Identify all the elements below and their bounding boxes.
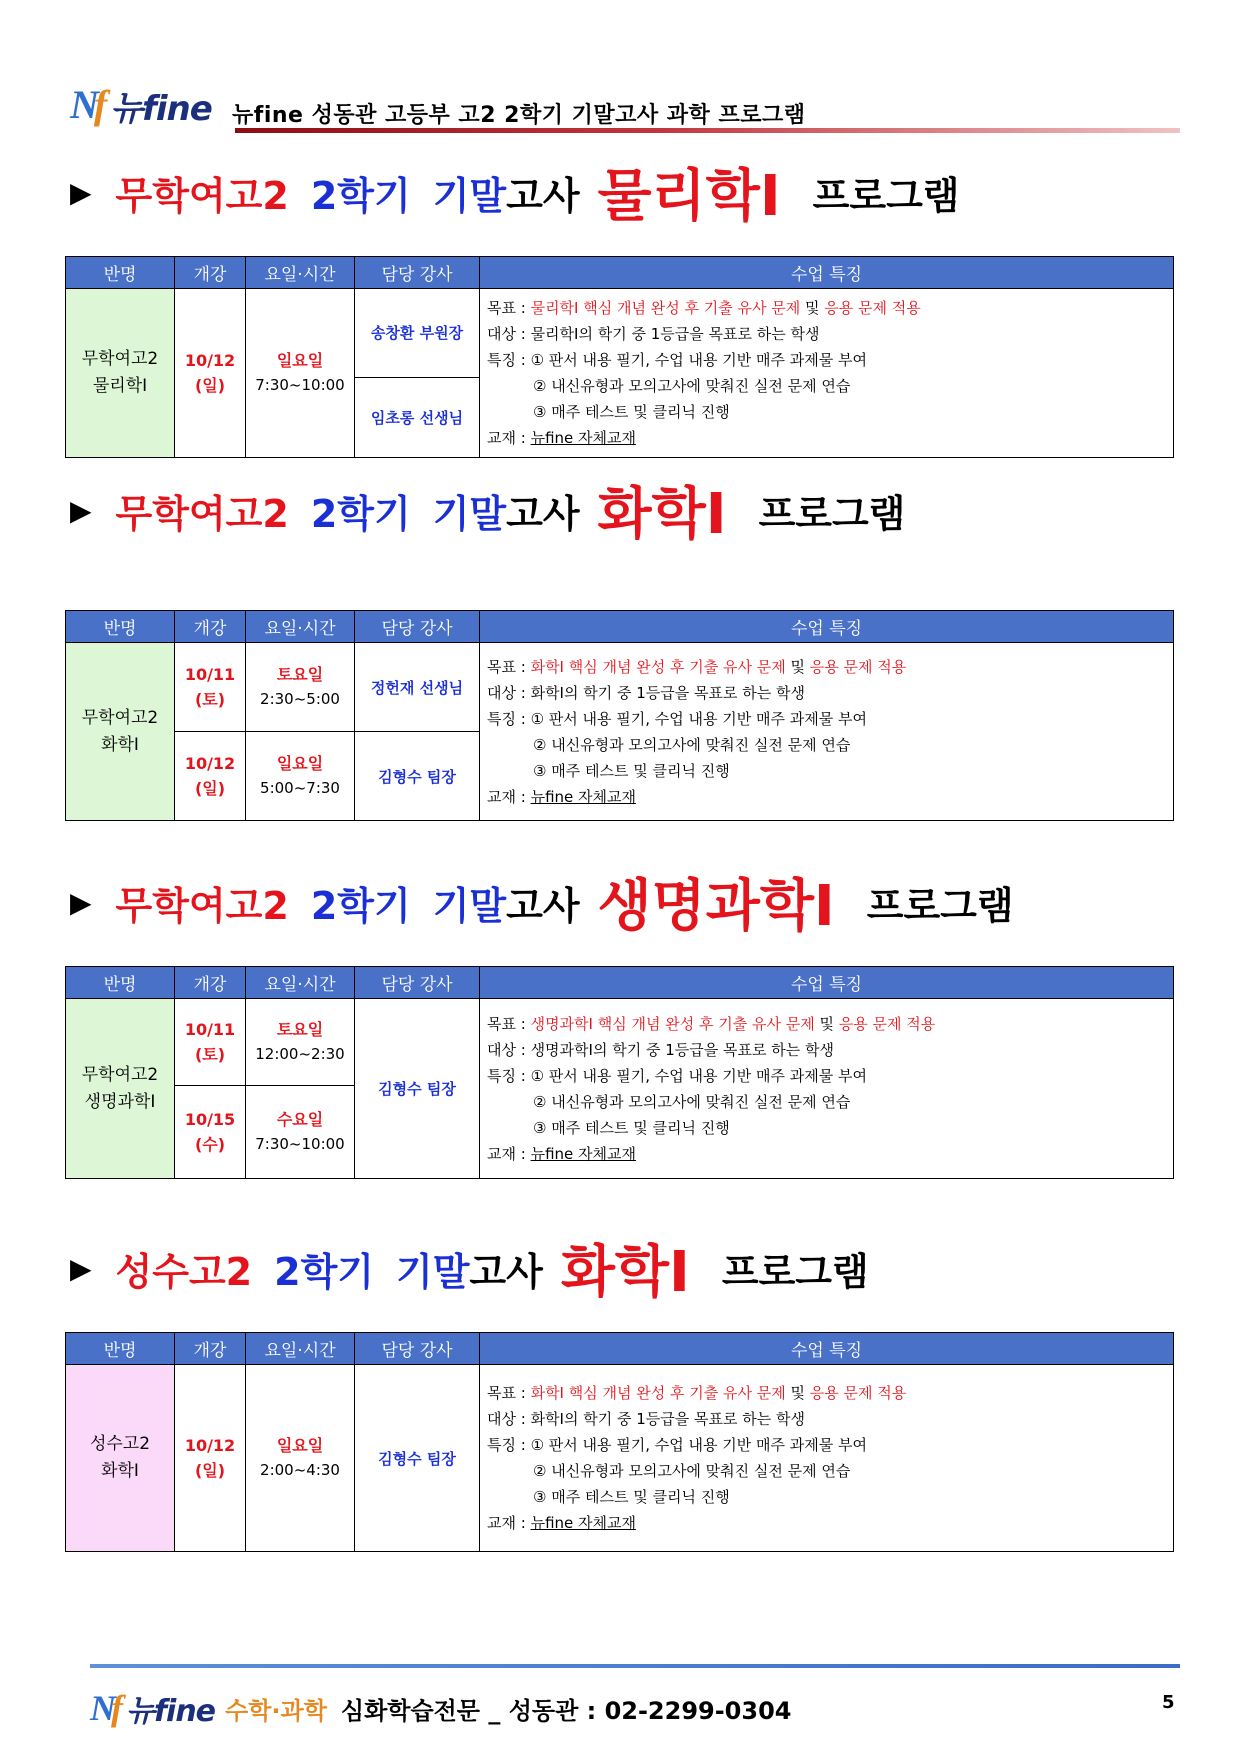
schedule-cell xyxy=(246,643,355,732)
table-header-row xyxy=(66,967,1174,999)
goal-text: 응용 문제 적용 xyxy=(809,657,907,676)
table-row xyxy=(66,999,1174,1086)
schedule-day: 토요일 xyxy=(276,1020,324,1039)
table-header-row xyxy=(66,1333,1174,1365)
schedule-hours: 12:00~2:30 xyxy=(255,1045,345,1063)
teacher-cell: 김형수 팀장 xyxy=(355,732,480,821)
feature-cell xyxy=(480,999,1174,1179)
class-name-cell xyxy=(66,643,175,821)
goal-text: 응용 문제 적용 xyxy=(824,299,921,317)
goal-text: 응용 문제 적용 xyxy=(809,1384,907,1402)
start-date-cell xyxy=(175,999,246,1086)
start-date: 10/12 xyxy=(184,351,236,370)
goal-text: 기출 유사 문제 xyxy=(718,1014,815,1033)
schedule-day: 토요일 xyxy=(276,665,324,684)
col-header-teacher: 담당 강사 xyxy=(355,257,480,289)
section-term: 2학기 xyxy=(310,173,411,218)
start-dow: (일) xyxy=(194,1461,226,1480)
section-exam-b: 고사 xyxy=(506,491,580,536)
teacher-cell: 임초롱 선생님 xyxy=(355,377,480,457)
goal-text: 및 xyxy=(800,299,825,317)
feature-line: ③ 매주 테스트 및 클리닉 진행 xyxy=(533,761,730,780)
target-line: 대상 : 물리학Ⅰ의 학기 중 1등급을 목표로 하는 학생 xyxy=(487,325,820,343)
section-title-physics xyxy=(70,152,960,232)
goal-line xyxy=(487,295,1173,321)
schedule-hours: 2:30~5:00 xyxy=(260,690,340,708)
start-date: 10/11 xyxy=(184,1020,236,1039)
col-header-feature: 수업 특징 xyxy=(480,611,1174,643)
start-date: 10/12 xyxy=(184,1436,236,1455)
book-line xyxy=(487,1141,1173,1167)
book-label: 교재 : xyxy=(487,1144,531,1163)
col-header-teacher: 담당 강사 xyxy=(355,611,480,643)
target-line: 대상 : 화학Ⅰ의 학기 중 1등급을 목표로 하는 학생 xyxy=(487,683,805,702)
class-subject: 생명과학Ⅰ xyxy=(84,1091,156,1112)
goal-line xyxy=(487,1380,1173,1406)
book-name: 뉴fine 자체교재 xyxy=(530,429,636,447)
section-subject: 생명과학Ⅰ xyxy=(597,874,835,939)
start-date: 10/15 xyxy=(184,1110,236,1129)
section-program: 프로그램 xyxy=(812,173,960,218)
book-line xyxy=(487,425,1173,451)
feature-line: ② 내신유형과 모의고사에 맞춰진 실전 문제 연습 xyxy=(533,1462,851,1480)
logo-text: 뉴fine xyxy=(110,88,212,129)
section-subject: 물리학Ⅰ xyxy=(597,164,781,229)
start-date-cell xyxy=(175,1365,246,1552)
start-dow: (토) xyxy=(194,690,226,709)
page-header xyxy=(70,82,1180,138)
teacher-cell: 송창환 부원장 xyxy=(355,289,480,378)
book-label: 교재 : xyxy=(487,429,531,447)
start-date-cell xyxy=(175,643,246,732)
col-header-time: 요일·시간 xyxy=(246,611,355,643)
section-exam-a: 기말 xyxy=(432,883,507,928)
page-footer xyxy=(90,1686,791,1730)
goal-label: 목표 : xyxy=(487,657,531,676)
schedule-day: 일요일 xyxy=(276,1436,324,1455)
col-header-class: 반명 xyxy=(66,967,175,999)
feature-line: 특징 : ① 판서 내용 필기, 수업 내용 기반 매주 과제물 부여 xyxy=(487,1066,868,1085)
col-header-teacher: 담당 강사 xyxy=(355,967,480,999)
goal-subject: 물리학Ⅰ xyxy=(530,299,579,317)
start-date: 10/11 xyxy=(184,665,236,684)
schedule-cell xyxy=(246,1086,355,1179)
footer-logo-mark: Nf xyxy=(90,1688,120,1728)
table-row xyxy=(66,643,1174,732)
class-subject: 화학Ⅰ xyxy=(101,1461,139,1481)
col-header-teacher: 담당 강사 xyxy=(355,1333,480,1365)
col-header-class: 반명 xyxy=(66,257,175,289)
col-header-start: 개강 xyxy=(175,257,246,289)
table-row xyxy=(66,1365,1174,1552)
table-row xyxy=(66,289,1174,378)
col-header-feature: 수업 특징 xyxy=(480,257,1174,289)
feature-line: 특징 : ① 판서 내용 필기, 수업 내용 기반 매주 과제물 부여 xyxy=(487,709,868,728)
feature-line: ③ 매주 테스트 및 클리닉 진행 xyxy=(533,403,730,421)
program-table-chemistry xyxy=(65,610,1174,821)
teacher-cell: 김형수 팀장 xyxy=(355,1365,480,1552)
section-exam-b: 고사 xyxy=(469,1249,543,1294)
feature-line: ② 내신유형과 모의고사에 맞춰진 실전 문제 연습 xyxy=(533,377,851,395)
goal-text: 및 xyxy=(785,657,810,676)
header-divider xyxy=(235,128,1180,133)
target-line: 대상 : 생명과학Ⅰ의 학기 중 1등급을 목표로 하는 학생 xyxy=(487,1040,834,1059)
class-school: 무학여고2 xyxy=(81,349,159,369)
teacher-cell: 정헌재 선생님 xyxy=(355,643,480,732)
table-header-row xyxy=(66,257,1174,289)
class-name-cell xyxy=(66,1365,175,1552)
goal-text: 핵심 개념 완성 후 xyxy=(592,1014,719,1033)
goal-text: 핵심 개념 완성 후 xyxy=(563,1384,690,1402)
goal-label: 목표 : xyxy=(487,1384,531,1402)
feature-line: ③ 매주 테스트 및 클리닉 진행 xyxy=(533,1118,730,1137)
feature-line: 특징 : ① 판서 내용 필기, 수업 내용 기반 매주 과제물 부여 xyxy=(487,1436,868,1454)
col-header-class: 반명 xyxy=(66,611,175,643)
program-table-seongsu-chemistry xyxy=(65,1332,1174,1552)
schedule-hours: 7:30~10:00 xyxy=(255,1135,345,1153)
section-program: 프로그램 xyxy=(721,1249,869,1294)
feature-line: ② 내신유형과 모의고사에 맞춰진 실전 문제 연습 xyxy=(533,1092,851,1111)
start-dow: (수) xyxy=(194,1135,226,1154)
schedule-hours: 2:00~4:30 xyxy=(260,1461,340,1479)
feature-cell xyxy=(480,289,1174,458)
start-date-cell xyxy=(175,1086,246,1179)
section-school: 무학여고2 xyxy=(115,883,289,928)
book-name: 뉴fine 자체교재 xyxy=(530,787,636,806)
section-school: 무학여고2 xyxy=(115,491,289,536)
brand-logo xyxy=(70,82,212,128)
goal-text: 핵심 개념 완성 후 xyxy=(578,299,704,317)
class-name-cell xyxy=(66,289,175,458)
start-date-cell xyxy=(175,289,246,458)
col-header-start: 개강 xyxy=(175,611,246,643)
schedule-cell xyxy=(246,732,355,821)
start-dow: (일) xyxy=(194,376,226,395)
col-header-start: 개강 xyxy=(175,1333,246,1365)
col-header-start: 개강 xyxy=(175,967,246,999)
goal-text: 기출 유사 문제 xyxy=(689,1384,786,1402)
col-header-feature: 수업 특징 xyxy=(480,967,1174,999)
goal-text: 핵심 개념 완성 후 xyxy=(563,657,690,676)
section-school: 성수고2 xyxy=(115,1249,253,1294)
section-term: 2학기 xyxy=(310,491,411,536)
page-title: 뉴fine 성동관 고등부 고2 2학기 기말고사 과학 프로그램 xyxy=(232,103,806,128)
col-header-feature: 수업 특징 xyxy=(480,1333,1174,1365)
section-term: 2학기 xyxy=(310,883,411,928)
goal-subject: 생명과학Ⅰ xyxy=(530,1014,593,1033)
feature-line: ③ 매주 테스트 및 클리닉 진행 xyxy=(533,1488,730,1506)
section-title-biology xyxy=(70,862,1014,942)
arrow-icon: ▶ xyxy=(70,493,92,527)
footer-divider xyxy=(90,1664,1180,1668)
goal-subject: 화학Ⅰ xyxy=(530,657,564,676)
footer-subjects: 수학·과학 xyxy=(225,1696,327,1725)
section-subject: 화학Ⅰ xyxy=(597,482,727,547)
goal-text: 및 xyxy=(785,1384,810,1402)
col-header-time: 요일·시간 xyxy=(246,1333,355,1365)
feature-line: 특징 : ① 판서 내용 필기, 수업 내용 기반 매주 과제물 부여 xyxy=(487,351,868,369)
section-exam-a: 기말 xyxy=(432,491,507,536)
schedule-cell xyxy=(246,289,355,458)
goal-text: 기출 유사 문제 xyxy=(703,299,801,317)
start-date-cell xyxy=(175,732,246,821)
footer-contact: 심화학습전문 _ 성동관 : 02-2299-0304 xyxy=(340,1696,792,1725)
book-label: 교재 : xyxy=(487,787,531,806)
class-school: 무학여고2 xyxy=(81,707,159,728)
goal-text: 및 xyxy=(814,1014,839,1033)
goal-text: 기출 유사 문제 xyxy=(689,657,786,676)
col-header-time: 요일·시간 xyxy=(246,257,355,289)
goal-text: 응용 문제 적용 xyxy=(838,1014,936,1033)
section-exam-b: 고사 xyxy=(506,883,580,928)
class-school: 성수고2 xyxy=(89,1434,151,1454)
book-line xyxy=(487,1510,1173,1536)
table-header-row xyxy=(66,611,1174,643)
schedule-cell xyxy=(246,1365,355,1552)
section-exam-a: 기말 xyxy=(395,1249,470,1294)
section-title-chemistry xyxy=(70,470,905,550)
section-subject: 화학Ⅰ xyxy=(560,1240,690,1305)
footer-logo-text: 뉴fine xyxy=(126,1694,216,1729)
arrow-icon: ▶ xyxy=(70,175,92,209)
start-dow: (일) xyxy=(194,779,226,798)
schedule-hours: 5:00~7:30 xyxy=(260,779,340,797)
section-term: 2학기 xyxy=(274,1249,374,1294)
start-dow: (토) xyxy=(194,1045,226,1064)
schedule-day: 일요일 xyxy=(276,351,324,370)
goal-subject: 화학Ⅰ xyxy=(530,1384,564,1402)
goal-label: 목표 : xyxy=(487,299,531,317)
program-table-physics xyxy=(65,256,1174,458)
schedule-day: 수요일 xyxy=(276,1110,324,1129)
goal-line xyxy=(487,1011,1173,1037)
class-subject: 화학Ⅰ xyxy=(101,734,139,755)
col-header-time: 요일·시간 xyxy=(246,967,355,999)
schedule-hours: 7:30~10:00 xyxy=(255,376,345,394)
program-table-biology xyxy=(65,966,1174,1179)
goal-line xyxy=(487,654,1173,680)
col-header-class: 반명 xyxy=(66,1333,175,1365)
section-program: 프로그램 xyxy=(866,883,1014,928)
book-line xyxy=(487,784,1173,810)
book-label: 교재 : xyxy=(487,1514,531,1532)
book-name: 뉴fine 자체교재 xyxy=(530,1144,636,1163)
class-subject: 물리학Ⅰ xyxy=(92,376,148,396)
target-line: 대상 : 화학Ⅰ의 학기 중 1등급을 목표로 하는 학생 xyxy=(487,1410,805,1428)
start-date: 10/12 xyxy=(184,754,236,773)
logo-mark: Nf xyxy=(70,82,105,127)
teacher-cell: 김형수 팀장 xyxy=(355,999,480,1179)
class-name-cell xyxy=(66,999,175,1179)
schedule-cell xyxy=(246,999,355,1086)
section-exam-a: 기말 xyxy=(432,173,507,218)
schedule-day: 일요일 xyxy=(276,754,324,773)
section-title-seongsu-chemistry xyxy=(70,1228,869,1308)
feature-cell xyxy=(480,643,1174,821)
book-name: 뉴fine 자체교재 xyxy=(530,1514,636,1532)
feature-cell xyxy=(480,1365,1174,1552)
class-school: 무학여고2 xyxy=(81,1064,159,1085)
goal-label: 목표 : xyxy=(487,1014,531,1033)
section-program: 프로그램 xyxy=(758,491,906,536)
feature-line: ② 내신유형과 모의고사에 맞춰진 실전 문제 연습 xyxy=(533,735,851,754)
arrow-icon: ▶ xyxy=(70,885,92,919)
page-number: 5 xyxy=(1162,1692,1175,1713)
section-exam-b: 고사 xyxy=(506,173,580,218)
arrow-icon: ▶ xyxy=(70,1251,92,1285)
section-school: 무학여고2 xyxy=(115,173,289,218)
